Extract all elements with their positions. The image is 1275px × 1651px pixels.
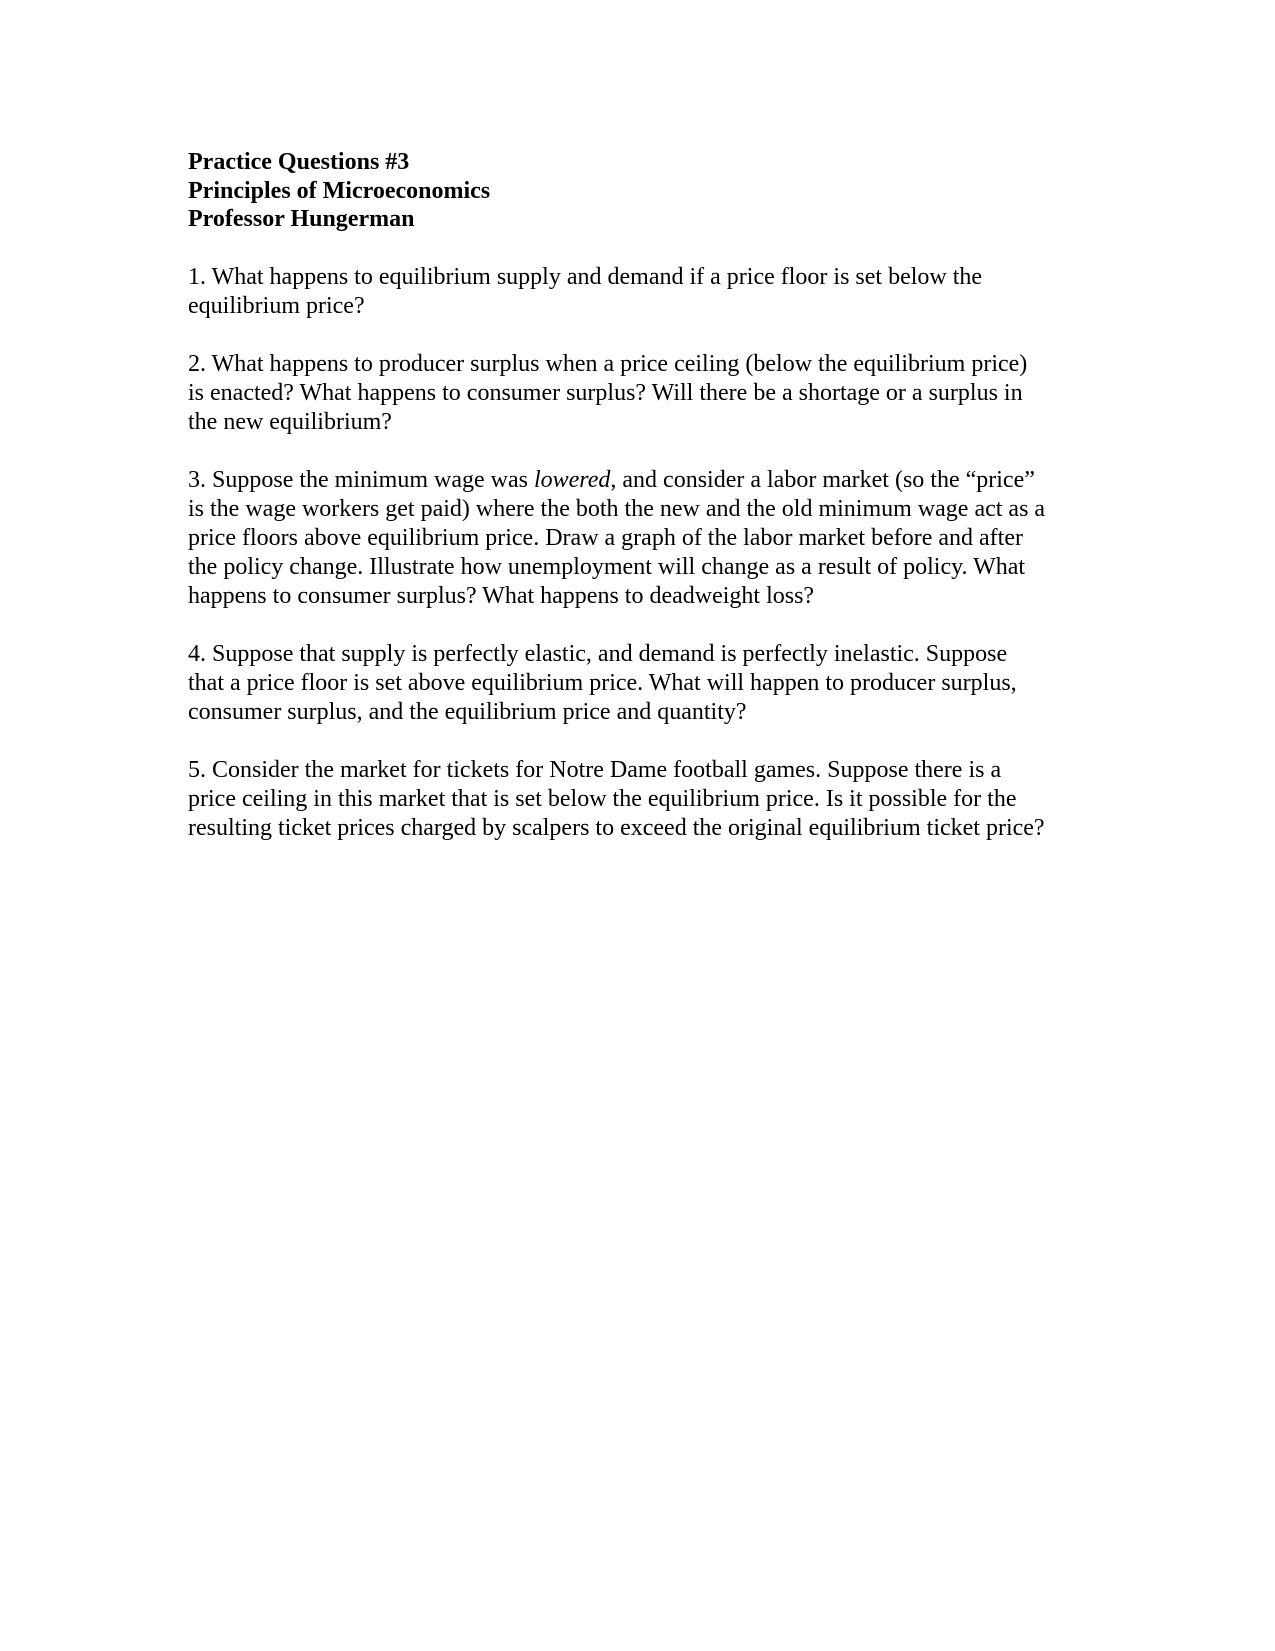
question-line: that a price floor is set above equilibrium price. What will happen to producer surplus,	[188, 669, 1017, 696]
document-title: Practice Questions #3	[188, 149, 410, 175]
question-line: happens to consumer surplus? What happens to deadweight loss?	[188, 582, 815, 609]
question-line	[188, 466, 1088, 495]
emphasized-word: lowered	[533, 466, 611, 493]
question-line: the policy change. Illustrate how unemployment will change as a result of policy. What	[188, 553, 1026, 580]
question-line: resulting ticket prices charged by scalpers to exceed the original equilibrium ticket price?	[188, 814, 1045, 841]
question-3	[188, 466, 1088, 611]
question-line: price ceiling in this market that is set below the equilibrium price. Is it possible for the	[188, 785, 1017, 812]
question-line: is enacted? What happens to consumer surplus? Will there be a shortage or a surplus in	[188, 379, 1023, 406]
question-line: 2. What happens to producer surplus when a price ceiling (below the equilibrium price)	[188, 350, 1028, 377]
question-line: is the wage workers get paid) where the both the new and the old minimum wage act as a	[188, 495, 1046, 522]
professor-name: Professor Hungerman	[188, 206, 415, 232]
question-1	[188, 263, 1088, 321]
question-line: 1. What happens to equilibrium supply and demand if a price floor is set below the	[188, 263, 983, 290]
question-line: 5. Consider the market for tickets for Notre Dame football games. Suppose there is a	[188, 756, 1002, 783]
question-line: equilibrium price?	[188, 292, 365, 319]
question-text: 3. Suppose the minimum wage was	[188, 466, 534, 493]
course-name: Principles of Microeconomics	[188, 177, 491, 204]
document-page	[188, 148, 1088, 872]
question-4	[188, 640, 1088, 727]
question-2	[188, 350, 1088, 437]
document-header	[188, 148, 1088, 234]
question-line: price floors above equilibrium price. Draw a graph of the labor market before and after	[188, 524, 1023, 551]
question-line: consumer surplus, and the equilibrium price and quantity?	[188, 698, 747, 725]
question-line: 4. Suppose that supply is perfectly elastic, and demand is perfectly inelastic. Suppose	[188, 640, 1008, 667]
question-5	[188, 756, 1088, 843]
question-line: the new equilibrium?	[188, 408, 392, 435]
question-text: , and consider a labor market (so the “price”	[610, 466, 1035, 493]
